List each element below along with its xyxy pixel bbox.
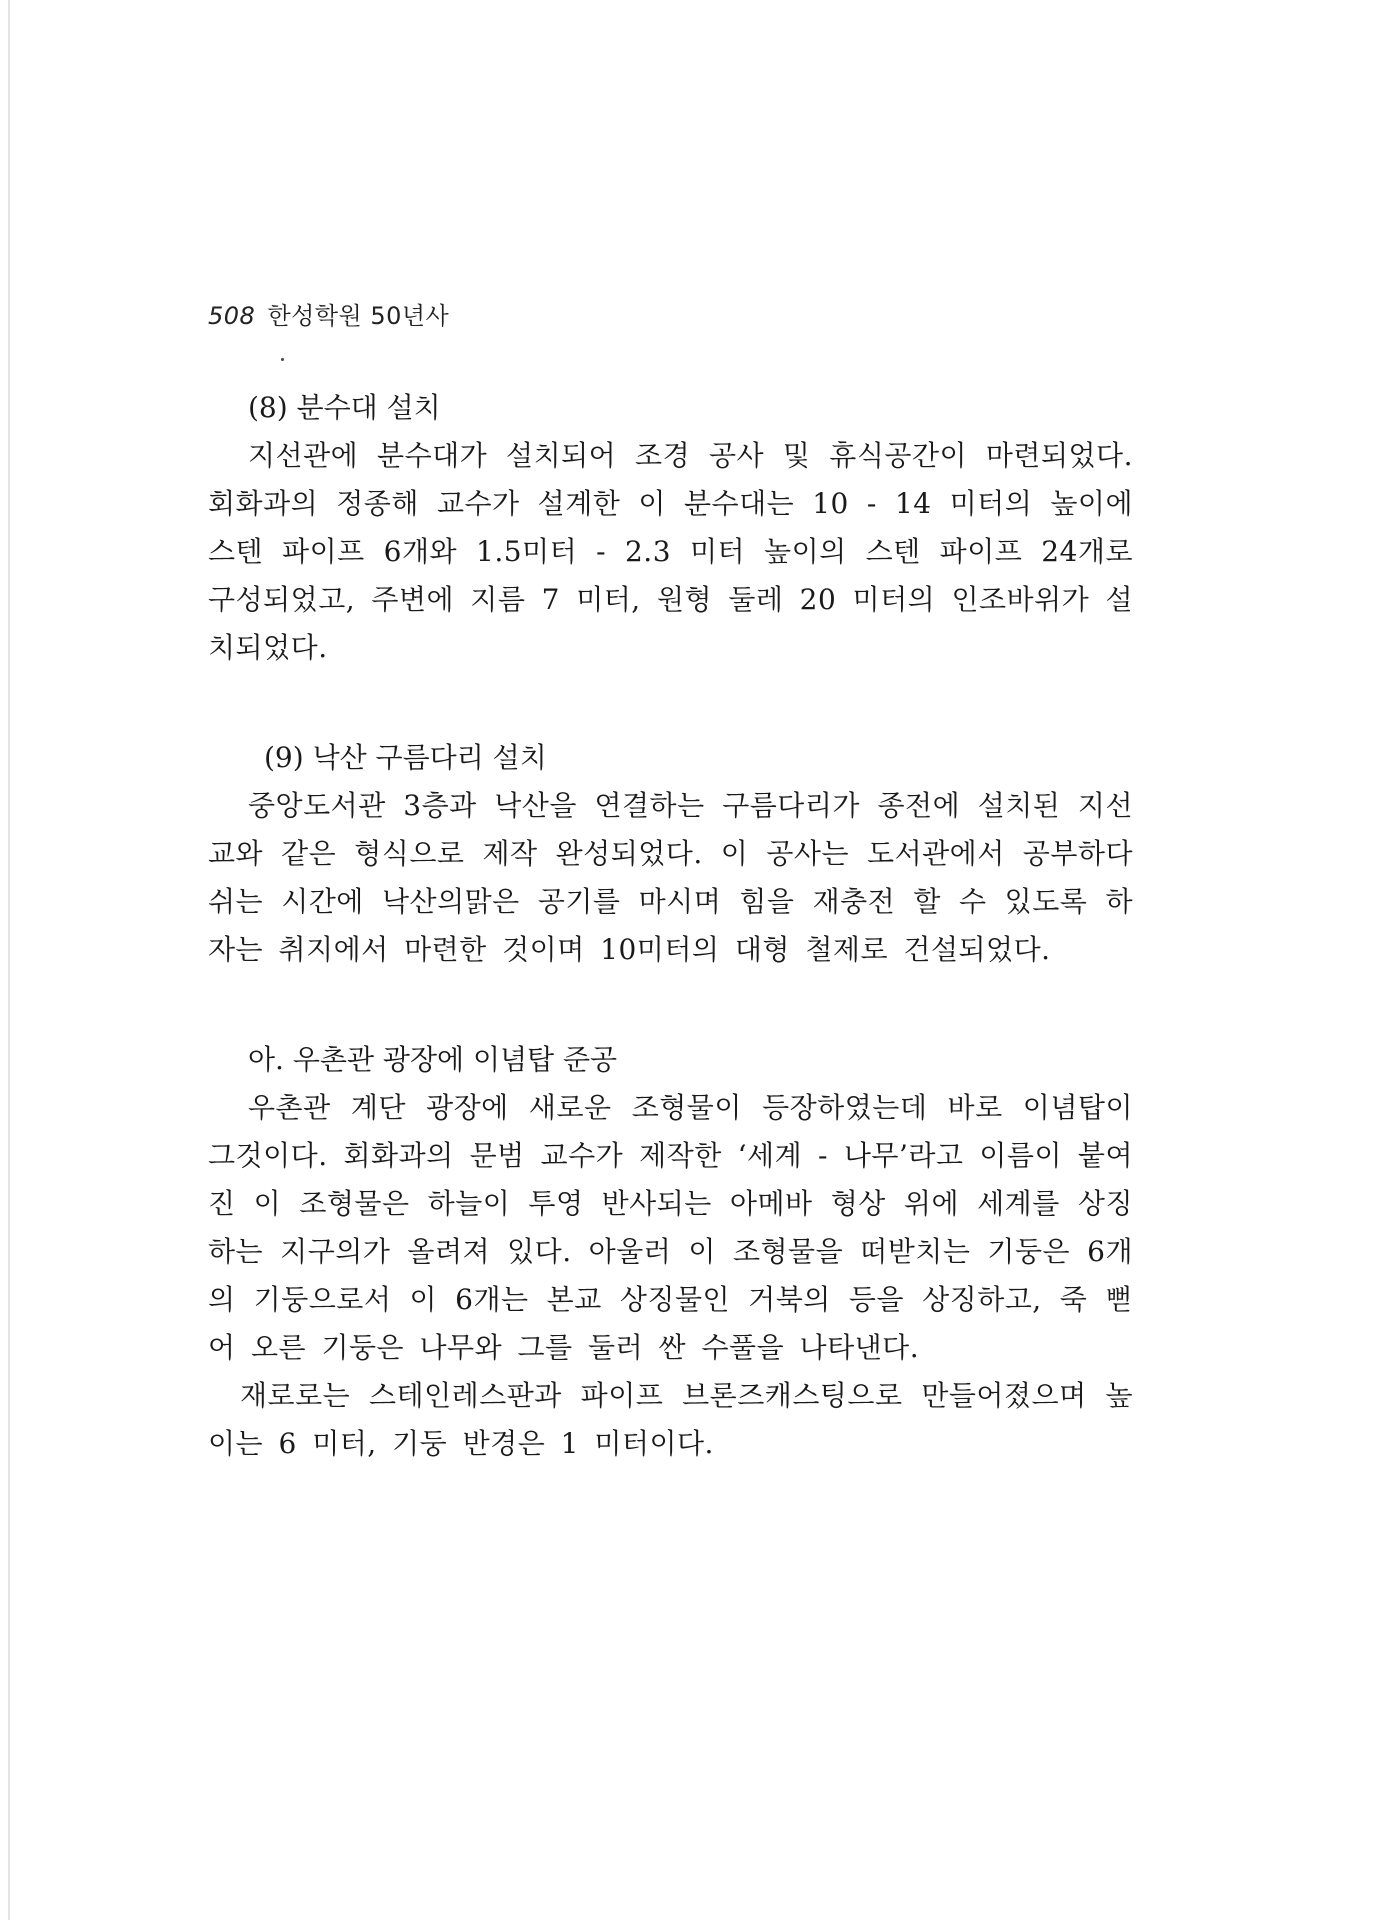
page-edge	[8, 0, 10, 1920]
section-fountain	[208, 384, 1133, 672]
section-paragraph: 우촌관 계단 광장에 새로운 조형물이 등장하였는데 바로 이념탑이 그것이다. 회화과의 문범 교수가 제작한 ‘세계 - 나무’라고 이름이 붙여진 이 조형물은 하늘이 투영 반사되는 아메바 형상 위에 세계를 상징하는 지구의가 올려져 있다. 아울러 이 조형물을 떠받치는 기둥은 6개의 기둥으로서 이 6개는 본교 상징물인 거북의 등을 상징하고, 죽 뻗어 오른 기둥은 나무와 그를 둘러 싼 수풀을 나타낸다.	[208, 1091, 1133, 1364]
section-heading: (9) 낙산 구름다리 설치	[264, 741, 547, 774]
page-number: 508	[208, 302, 256, 330]
section-heading: 아. 우촌관 광장에 이념탑 준공	[248, 1043, 618, 1076]
section-cloud-bridge	[208, 734, 1133, 974]
section-heading: (8) 분수대 설치	[248, 391, 441, 424]
scan-speck	[281, 358, 284, 361]
section-paragraph: 지선관에 분수대가 설치되어 조경 공사 및 휴식공간이 마련되었다. 회화과의 정종해 교수가 설계한 이 분수대는 10 - 14 미터의 높이에 스텐 파이프 6개와 1.5미터 - 2.3 미터 높이의 스텐 파이프 24개로 구성되었고, 주변에 지름 7 미터, 원형 둘레 20 미터의 인조바위가 설치되었다.	[208, 439, 1133, 664]
section-paragraph: 중앙도서관 3층과 낙산을 연결하는 구름다리가 종전에 설치된 지선교와 같은 형식으로 제작 완성되었다. 이 공사는 도서관에서 공부하다 쉬는 시간에 낙산의맑은 공기를 마시며 힘을 재충전 할 수 있도록 하자는 취지에서 마련한 것이며 10미터의 대형 철제로 건설되었다.	[208, 789, 1133, 966]
section-monument	[208, 1036, 1133, 1468]
page-body	[208, 384, 1133, 1468]
section-paragraph: 재로로는 스테인레스판과 파이프 브론즈캐스팅으로 만들어졌으며 높이는 6 미터, 기둥 반경은 1 미터이다.	[208, 1379, 1133, 1460]
running-head	[208, 296, 449, 331]
book-title: 한성학원 50년사	[267, 302, 450, 330]
